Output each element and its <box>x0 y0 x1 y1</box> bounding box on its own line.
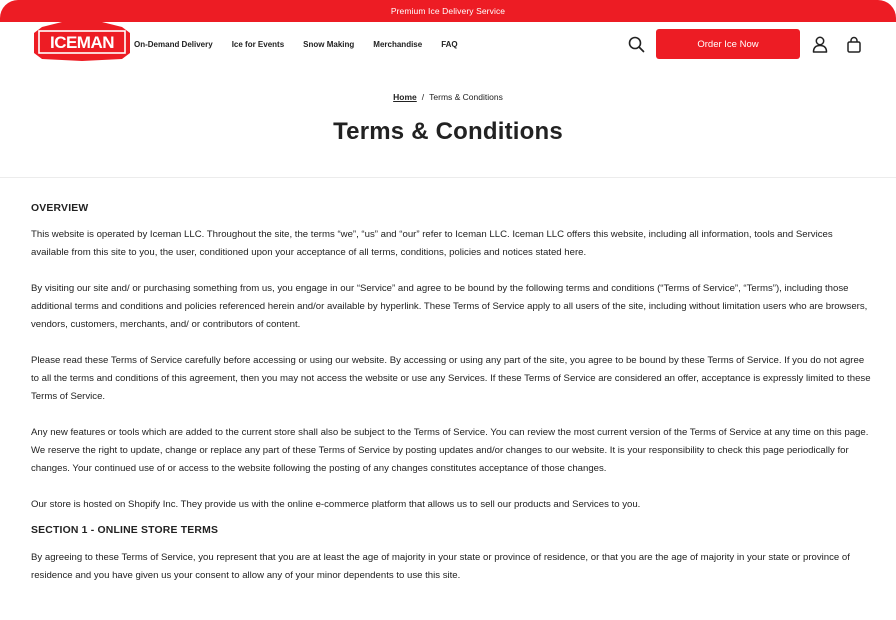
paragraph: Any new features or tools which are added to the current store shall also be subject to the Terms of Service. You can review the most current version of the Terms of Service at any time on this page. We reserve the right to update, change or replace any part of these Terms of Service by posting updates and/or changes to our website. It is your responsibility to check this page periodically for changes. Your continued use of or access to the website following the posting of any changes constitutes acceptance of those changes. <box>31 427 869 474</box>
page-title: Terms & Conditions <box>333 118 563 145</box>
breadcrumb-home-link[interactable]: Home <box>393 92 417 102</box>
paragraph: Our store is hosted on Shopify Inc. They provide us with the online e-commerce platform that allows us to sell our products and Services to you. <box>31 499 641 510</box>
nav-item-faq[interactable]: FAQ <box>441 40 458 49</box>
breadcrumb-separator: / <box>421 92 425 102</box>
divider <box>0 177 896 178</box>
paragraph: By agreeing to these Terms of Service, you represent that you are at least the age of majority in your state or province of residence, or that you are the age of majority in your state or province of residence and you have given us your consent to allow any of your minor dependents to use this site. <box>31 552 850 581</box>
nav-item-merchandise[interactable]: Merchandise <box>373 40 423 49</box>
breadcrumb <box>0 92 896 102</box>
announcement-text: Premium Ice Delivery Service <box>390 6 506 16</box>
section-1-heading: SECTION 1 - ONLINE STORE TERMS <box>31 525 219 536</box>
breadcrumb-current: Terms & Conditions <box>429 92 503 102</box>
main-nav <box>134 40 458 49</box>
account-icon[interactable] <box>812 36 828 53</box>
nav-item-snow-making[interactable]: Snow Making <box>303 40 355 49</box>
announcement-bar <box>0 0 896 22</box>
paragraph: This website is operated by Iceman LLC. Throughout the site, the terms “we”, “us” and “our” refer to Iceman LLC. Iceman LLC offers this website, including all information, tools and Services available from this site to you, the user, conditioned upon your acceptance of all terms, conditions, policies and notices stated here. <box>31 229 833 258</box>
iceman-logo[interactable] <box>34 17 130 61</box>
logo-text: ICEMAN <box>49 33 115 52</box>
overview-heading: OVERVIEW <box>31 203 89 214</box>
paragraph: By visiting our site and/ or purchasing something from us, you engage in our “Service” and agree to be bound by the following terms and conditions (“Terms of Service”, “Terms”), including those additional terms and conditions and policies referenced herein and/or available by hyperlink. These Terms of Service apply to all users of the site, including without limitation users who are browsers, vendors, customers, merchants, and/ or contributors of content. <box>31 283 868 330</box>
search-icon[interactable] <box>628 36 645 53</box>
nav-item-ice-for-events[interactable]: Ice for Events <box>231 40 285 49</box>
site-header <box>0 22 896 70</box>
order-ice-now-button[interactable]: Order Ice Now <box>656 29 800 59</box>
cart-icon[interactable] <box>846 36 862 53</box>
terms-content <box>31 199 871 585</box>
paragraph: Please read these Terms of Service carefully before accessing or using our website. By accessing or using any part of the site, you agree to be bound by these Terms of Service. If you do not agree to all the terms and conditions of this agreement, then you may not access the website or use any Services. If these Terms of Service are considered an offer, acceptance is expressly limited to these Terms of Service. <box>31 355 871 402</box>
nav-item-on-demand-delivery[interactable]: On-Demand Delivery <box>134 40 213 49</box>
